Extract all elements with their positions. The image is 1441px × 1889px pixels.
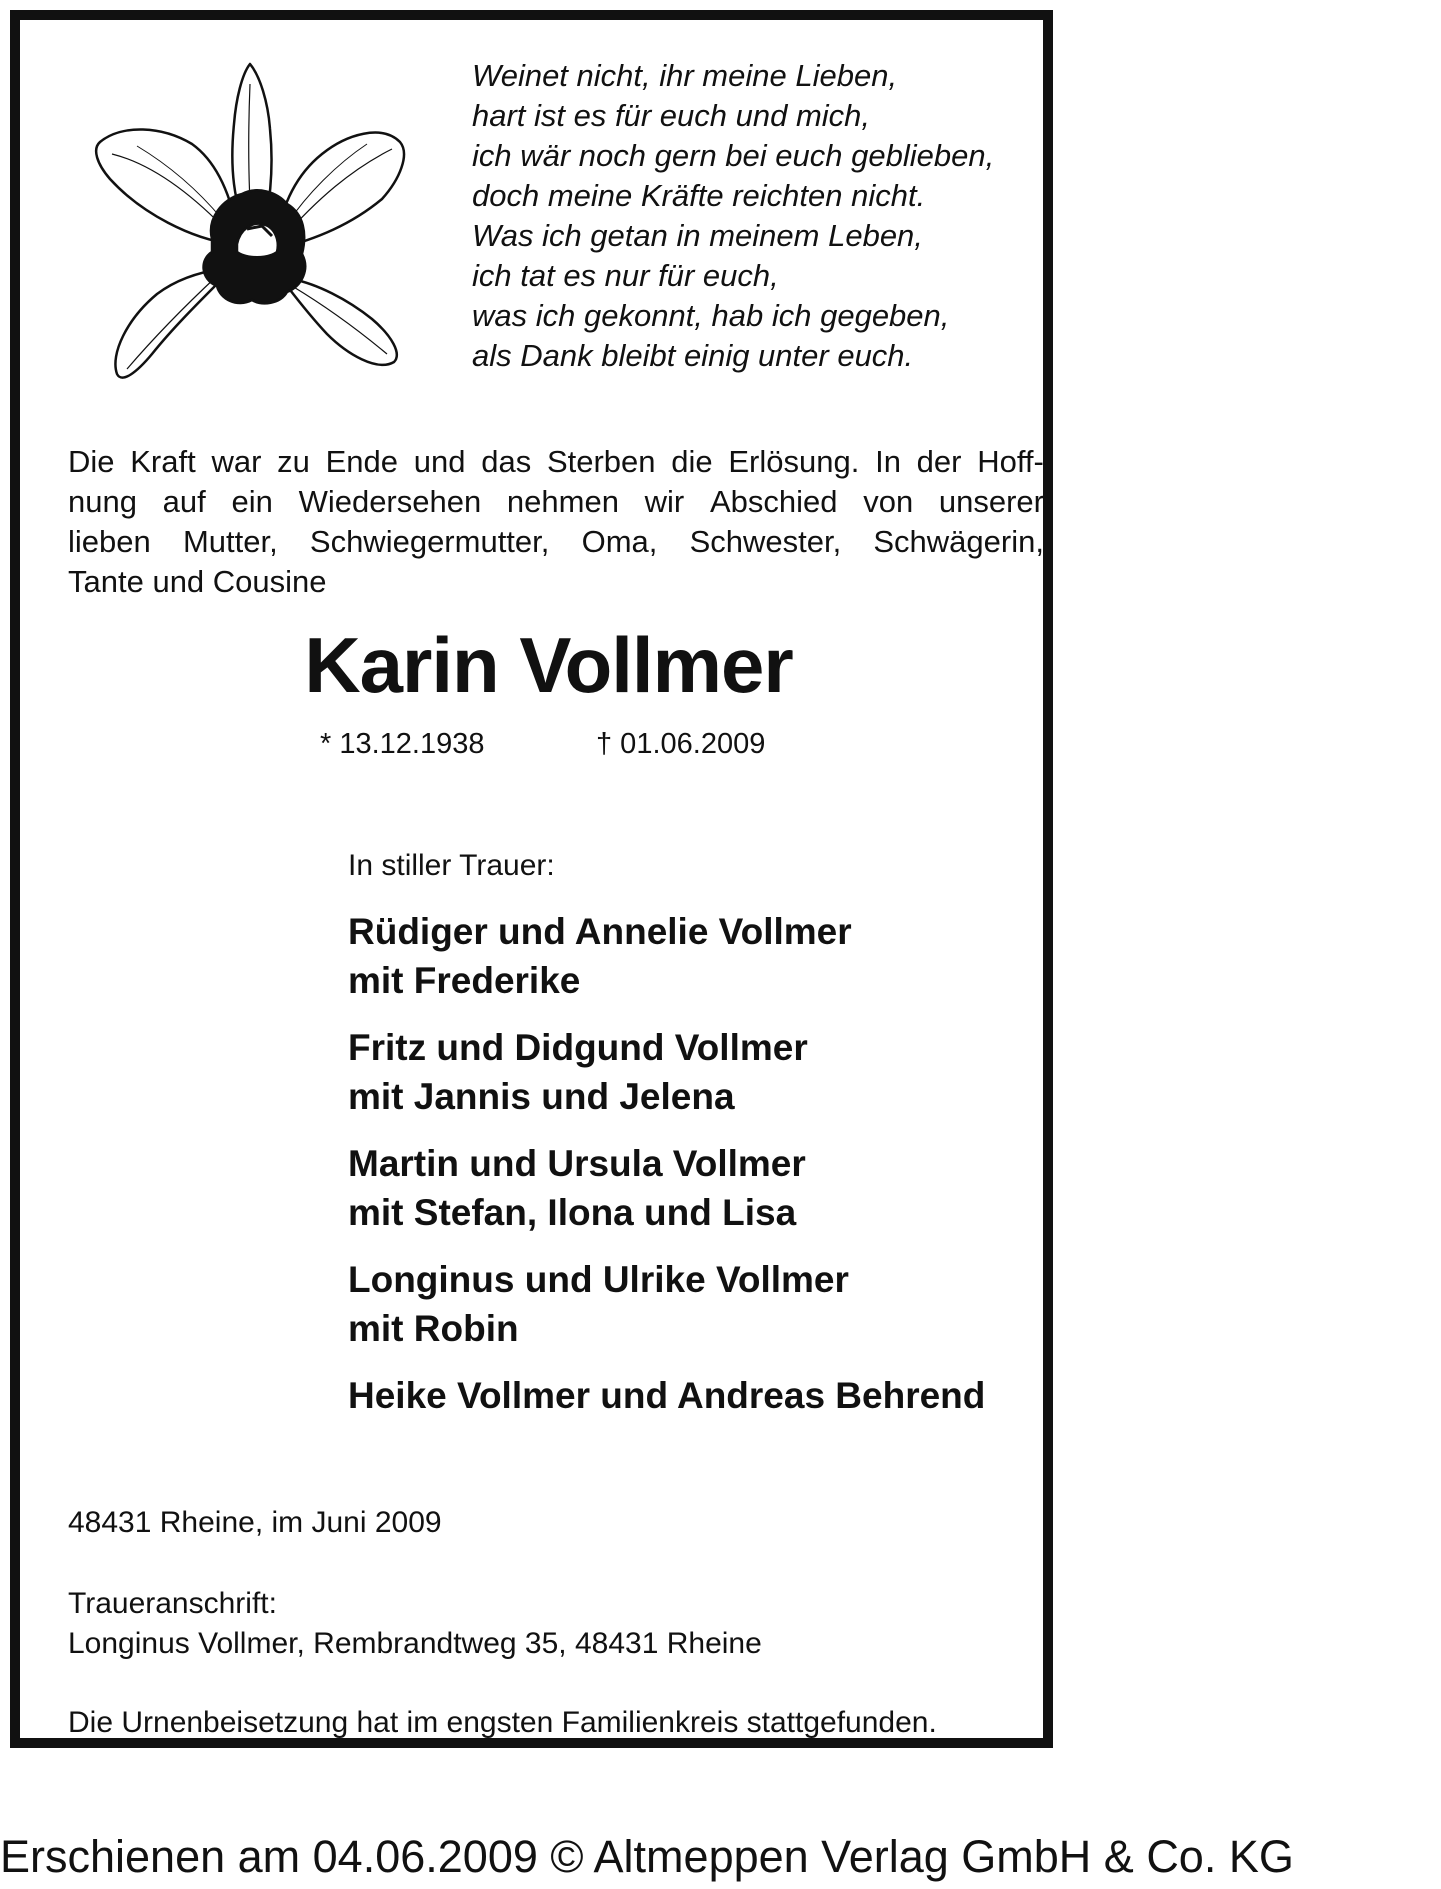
poem-line: doch meine Kräfte reichten nicht. (472, 178, 926, 213)
mourner-family (348, 1023, 985, 1121)
mourner-family (348, 1371, 985, 1420)
mourner-family (348, 907, 985, 1005)
burial-note: Die Urnenbeisetzung hat im engsten Familienkreis stattgefunden. (68, 1706, 937, 1739)
mourner-line: mit Jannis und Jelena (348, 1076, 735, 1117)
intro-line: Tante und Cousine (68, 564, 327, 599)
intro-text (68, 442, 1044, 602)
orchid-flower-icon (82, 54, 422, 399)
mourner-line: mit Robin (348, 1308, 519, 1349)
publication-footer: Erschienen am 04.06.2009 © Altmeppen Verlag GmbH & Co. KG (0, 1831, 1294, 1882)
poem-line: Weinet nicht, ihr meine Lieben, (472, 58, 898, 93)
poem-line: ich wär noch gern bei euch geblieben, (472, 138, 995, 173)
poem-line: hart ist es für euch und mich, (472, 98, 871, 133)
mourner-line: Heike Vollmer und Andreas Behrend (348, 1375, 986, 1416)
birth-date: * 13.12.1938 (320, 728, 485, 760)
mourner-line: Martin und Ursula Vollmer (348, 1143, 806, 1184)
mourner-line: Rüdiger und Annelie Vollmer (348, 911, 852, 952)
mourner-line: mit Frederike (348, 960, 581, 1001)
obituary-frame (10, 10, 1053, 1748)
mourner-line: Fritz und Didgund Vollmer (348, 1027, 808, 1068)
intro-line: Die Kraft war zu Ende und das Sterben die Erlösung. In der Hoff- (68, 444, 1044, 479)
poem-line: Was ich getan in meinem Leben, (472, 218, 923, 253)
mourning-address: Longinus Vollmer, Rembrandtweg 35, 48431 Rheine (68, 1627, 762, 1660)
poem-line: als Dank bleibt einig unter euch. (472, 338, 914, 373)
intro-line: nung auf ein Wiedersehen nehmen wir Abschied von unserer (68, 484, 1044, 519)
mourner-line: Longinus und Ulrike Vollmer (348, 1259, 849, 1300)
place-date: 48431 Rheine, im Juni 2009 (68, 1506, 442, 1539)
mourner-line: mit Stefan, Ilona und Lisa (348, 1192, 797, 1233)
address-label: Traueranschrift: (68, 1587, 277, 1620)
deceased-name: Karin Vollmer (304, 621, 793, 709)
mourners-list (348, 907, 985, 1438)
poem-line: ich tat es nur für euch, (472, 258, 779, 293)
poem-line: was ich gekonnt, hab ich gegeben, (472, 298, 950, 333)
death-date: † 01.06.2009 (596, 728, 766, 760)
mourner-family (348, 1255, 985, 1353)
mourner-family (348, 1139, 985, 1237)
poem (472, 56, 1072, 376)
intro-line: lieben Mutter, Schwiegermutter, Oma, Schwester, Schwägerin, (68, 524, 1044, 559)
mourning-label: In stiller Trauer: (348, 849, 555, 882)
